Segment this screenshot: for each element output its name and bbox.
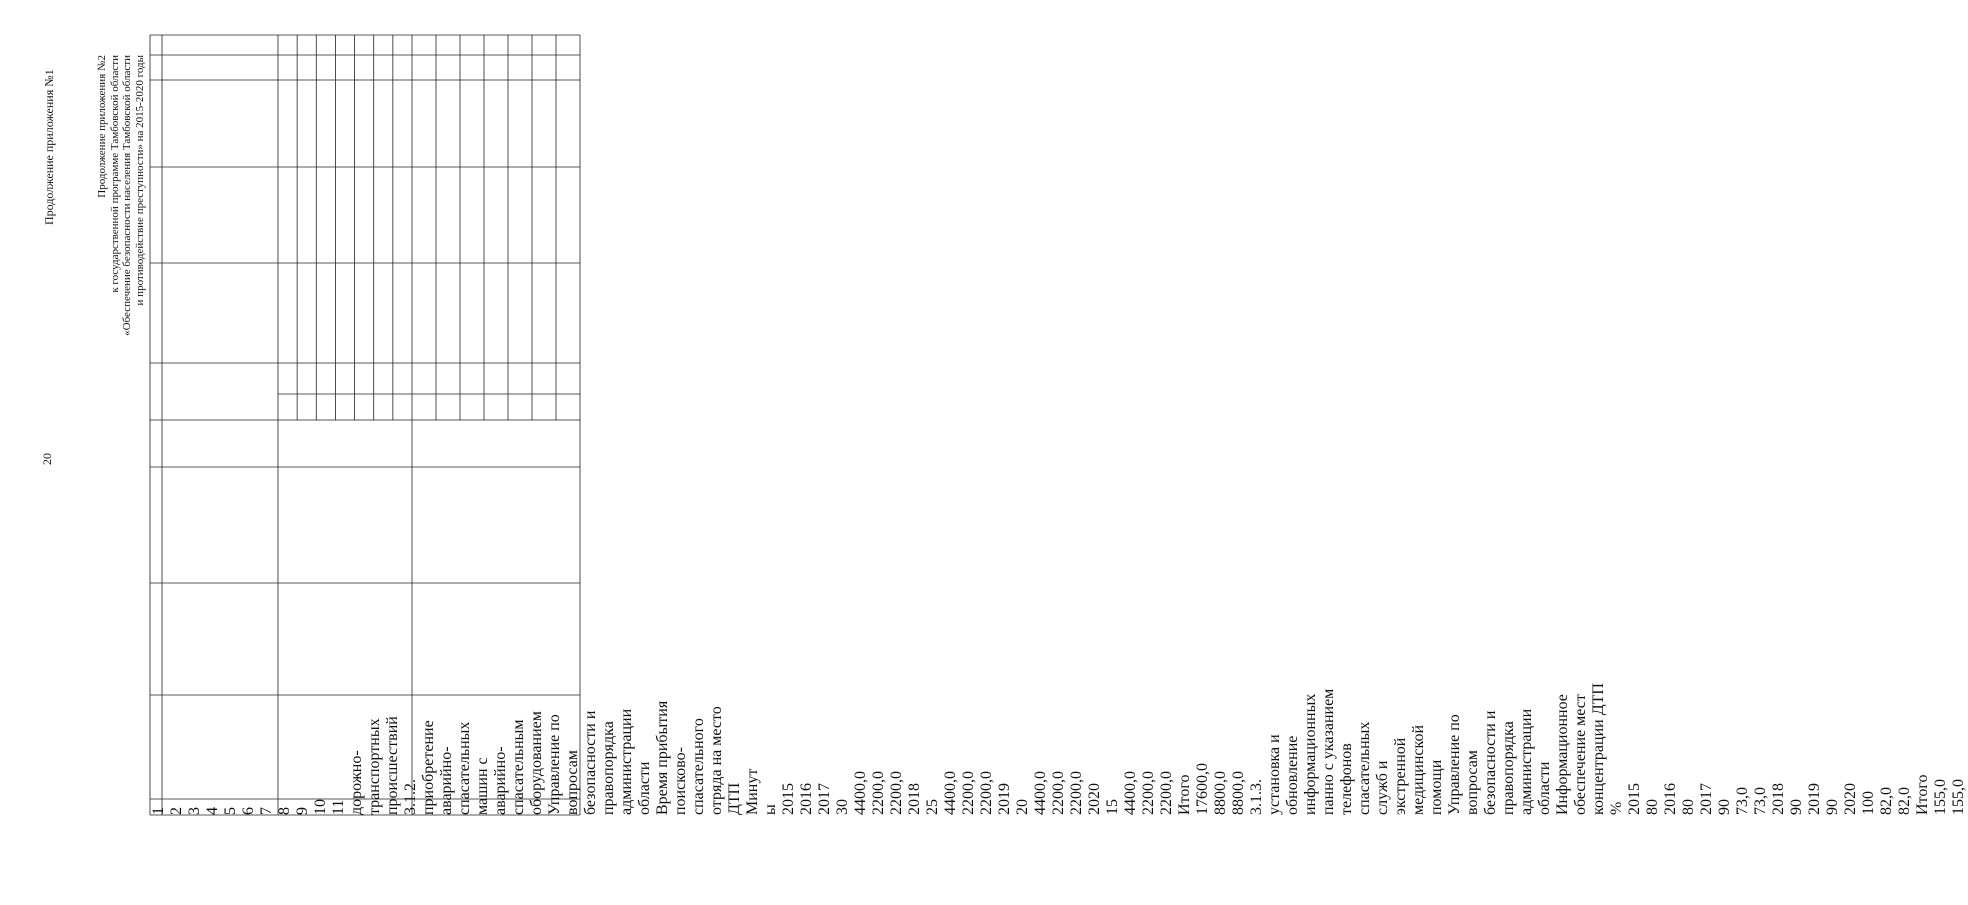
table-cell-text: вопросам	[564, 750, 581, 815]
table-cell-text: панно с указанием	[1320, 688, 1337, 815]
table-cell-text: правопорядка	[1500, 721, 1517, 815]
table-cell-text: спасательным	[510, 719, 527, 815]
table-cell-text: спасательного	[690, 718, 707, 815]
table-cell-text: 2200,0	[1068, 771, 1085, 815]
table-cell-text: 8800,0	[1230, 771, 1247, 815]
table-cell-text: 2020	[1086, 783, 1103, 815]
table-cell-text: 2018	[906, 783, 923, 815]
table-cell-text: 80	[1680, 799, 1697, 815]
table-cell-text: 73,0	[1734, 787, 1751, 815]
table-cell-text: происшествий	[384, 716, 401, 815]
table-cell-text: 2017	[1698, 783, 1715, 815]
table-cell-text: 2200,0	[888, 771, 905, 815]
table-cell-text: 3.1.2.	[402, 779, 419, 815]
table-cell-text: 155,0	[1932, 779, 1949, 815]
table-cell-text: 2019	[996, 783, 1013, 815]
table-cell-text: 4400,0	[1122, 771, 1139, 815]
table-cell-text: дорожно-	[348, 750, 365, 815]
table-cell-text: 2019	[1806, 783, 1823, 815]
table-cell-text: безопасности и	[582, 710, 599, 815]
table-cell-text: 6	[240, 807, 257, 815]
header-line: «Обеспечение безопасности населения Тамбовской области	[121, 55, 133, 336]
table-cell-text: информационных	[1302, 693, 1319, 815]
table-cell-text: 100	[1860, 791, 1877, 815]
table-cell-text: Информационное	[1554, 694, 1571, 815]
table-cell-text: 4400,0	[852, 771, 869, 815]
table-cell-text: 2015	[780, 783, 797, 815]
table-cell-text: приобретение	[420, 720, 437, 815]
table-cell-text: 80	[1644, 799, 1661, 815]
table-cell-text: 90	[1824, 799, 1841, 815]
table-cell-text: Итого	[1176, 774, 1193, 815]
table-cell-text: установка и	[1266, 734, 1283, 815]
table-cell-text: Минут	[744, 768, 761, 815]
table-cell-text: 2016	[1662, 783, 1679, 815]
table-cell-text: 155,0	[1950, 779, 1967, 815]
table-cell-text: 73,0	[1752, 787, 1769, 815]
table-cell-text: Время прибытия	[654, 700, 671, 815]
table-cell-text: 7	[258, 807, 275, 815]
table-cell-text: обеспечение мест	[1572, 694, 1589, 815]
table-cell-text: оборудованием	[528, 711, 545, 815]
table-cell-text: 2200,0	[1140, 771, 1157, 815]
table-cell-text: 2200,0	[1158, 771, 1175, 815]
table-cell-text: 3	[186, 807, 203, 815]
table-cell-text: экстренной	[1392, 737, 1409, 815]
table-cell-text: телефонов	[1338, 743, 1355, 815]
table-text-layer	[150, 35, 1967, 815]
table-cell-text: служб и	[1374, 760, 1391, 815]
header-line: к государственной программе Тамбовской области	[108, 55, 121, 293]
table-cell-text: 2018	[1770, 783, 1787, 815]
table-cell-text: Управление по	[546, 714, 563, 815]
table-cell-text: 2	[168, 807, 185, 815]
table-cell-text: 4400,0	[942, 771, 959, 815]
table-cell-text: 9	[294, 807, 311, 815]
table-cell-text: ДТП	[726, 782, 743, 815]
table-cell-text: вопросам	[1464, 750, 1481, 815]
table-cell-text: 15	[1104, 799, 1121, 815]
table-cell-text: администрации	[618, 708, 635, 815]
table-cell-text: 90	[1788, 799, 1805, 815]
table-cell-text: 25	[924, 799, 941, 815]
table-cell-text: 82,0	[1896, 787, 1913, 815]
table-cell-text: администрации	[1518, 708, 1535, 815]
table-cell-text: спасательных	[456, 721, 473, 815]
table-cell-text: 8	[276, 807, 293, 815]
table-cell-text: обновление	[1284, 735, 1301, 815]
table-cell-text: 20	[1014, 799, 1031, 815]
table-cell-text: 8800,0	[1212, 771, 1229, 815]
table-cell-text: аварийно-	[492, 746, 509, 815]
table-cell-text: 2200,0	[870, 771, 887, 815]
table-cell-text: машин с	[474, 757, 491, 815]
table-cell-text: Итого	[1914, 774, 1931, 815]
page-number: 20	[40, 453, 54, 465]
table-cell-text: транспортных	[366, 718, 383, 815]
table-cell-text: 11	[330, 799, 347, 815]
appendix-header	[96, 55, 146, 355]
table-cell-text: 2200,0	[1050, 771, 1067, 815]
table-cell-text: области	[1536, 761, 1553, 815]
table-cell-text: 2200,0	[978, 771, 995, 815]
table-cell-text: 2017	[816, 783, 833, 815]
table-cell-text: 5	[222, 807, 239, 815]
table-cell-text: спасательных	[1356, 721, 1373, 815]
table-cell-text: 90	[1716, 799, 1733, 815]
table-cell-text: ы	[762, 804, 779, 815]
table-cell-text: 2016	[798, 783, 815, 815]
table-cell-text: 4	[204, 807, 221, 815]
header-line: и противодействие преступности» на 2015-2020 годы	[133, 55, 146, 306]
table-cell-text: %	[1608, 801, 1625, 815]
table-cell-text: аварийно-	[438, 746, 455, 815]
table-cell-text: помощи	[1428, 759, 1445, 815]
table-cell-text: отряда на место	[708, 706, 725, 815]
continuation-heading: Продолжение приложения №1	[42, 69, 56, 225]
table-cell-text: концентрации ДТП	[1590, 683, 1607, 815]
table-cell-text: 10	[312, 799, 329, 815]
table-cell-text: безопасности и	[1482, 710, 1499, 815]
table-cell-text: 82,0	[1878, 787, 1895, 815]
table-cell-text: 2015	[1626, 783, 1643, 815]
table-cell-text: Управление по	[1446, 714, 1463, 815]
table-cell-text: 2200,0	[960, 771, 977, 815]
table-cell-text: 4400,0	[1032, 771, 1049, 815]
table-cell-text: 1	[150, 807, 167, 815]
table-cell-text: 17600,0	[1194, 763, 1211, 815]
header-line: Продолжение приложения №2	[96, 55, 108, 198]
table-cell-text: правопорядка	[600, 721, 617, 815]
table-cell-text: медицинской	[1410, 724, 1427, 815]
table-cell-text: поисково-	[672, 747, 689, 815]
table-cell-text: 3.1.3.	[1248, 779, 1265, 815]
table-cell-text: 2020	[1842, 783, 1859, 815]
table-cell-text: 30	[834, 799, 851, 815]
table-cell-text: области	[636, 761, 653, 815]
